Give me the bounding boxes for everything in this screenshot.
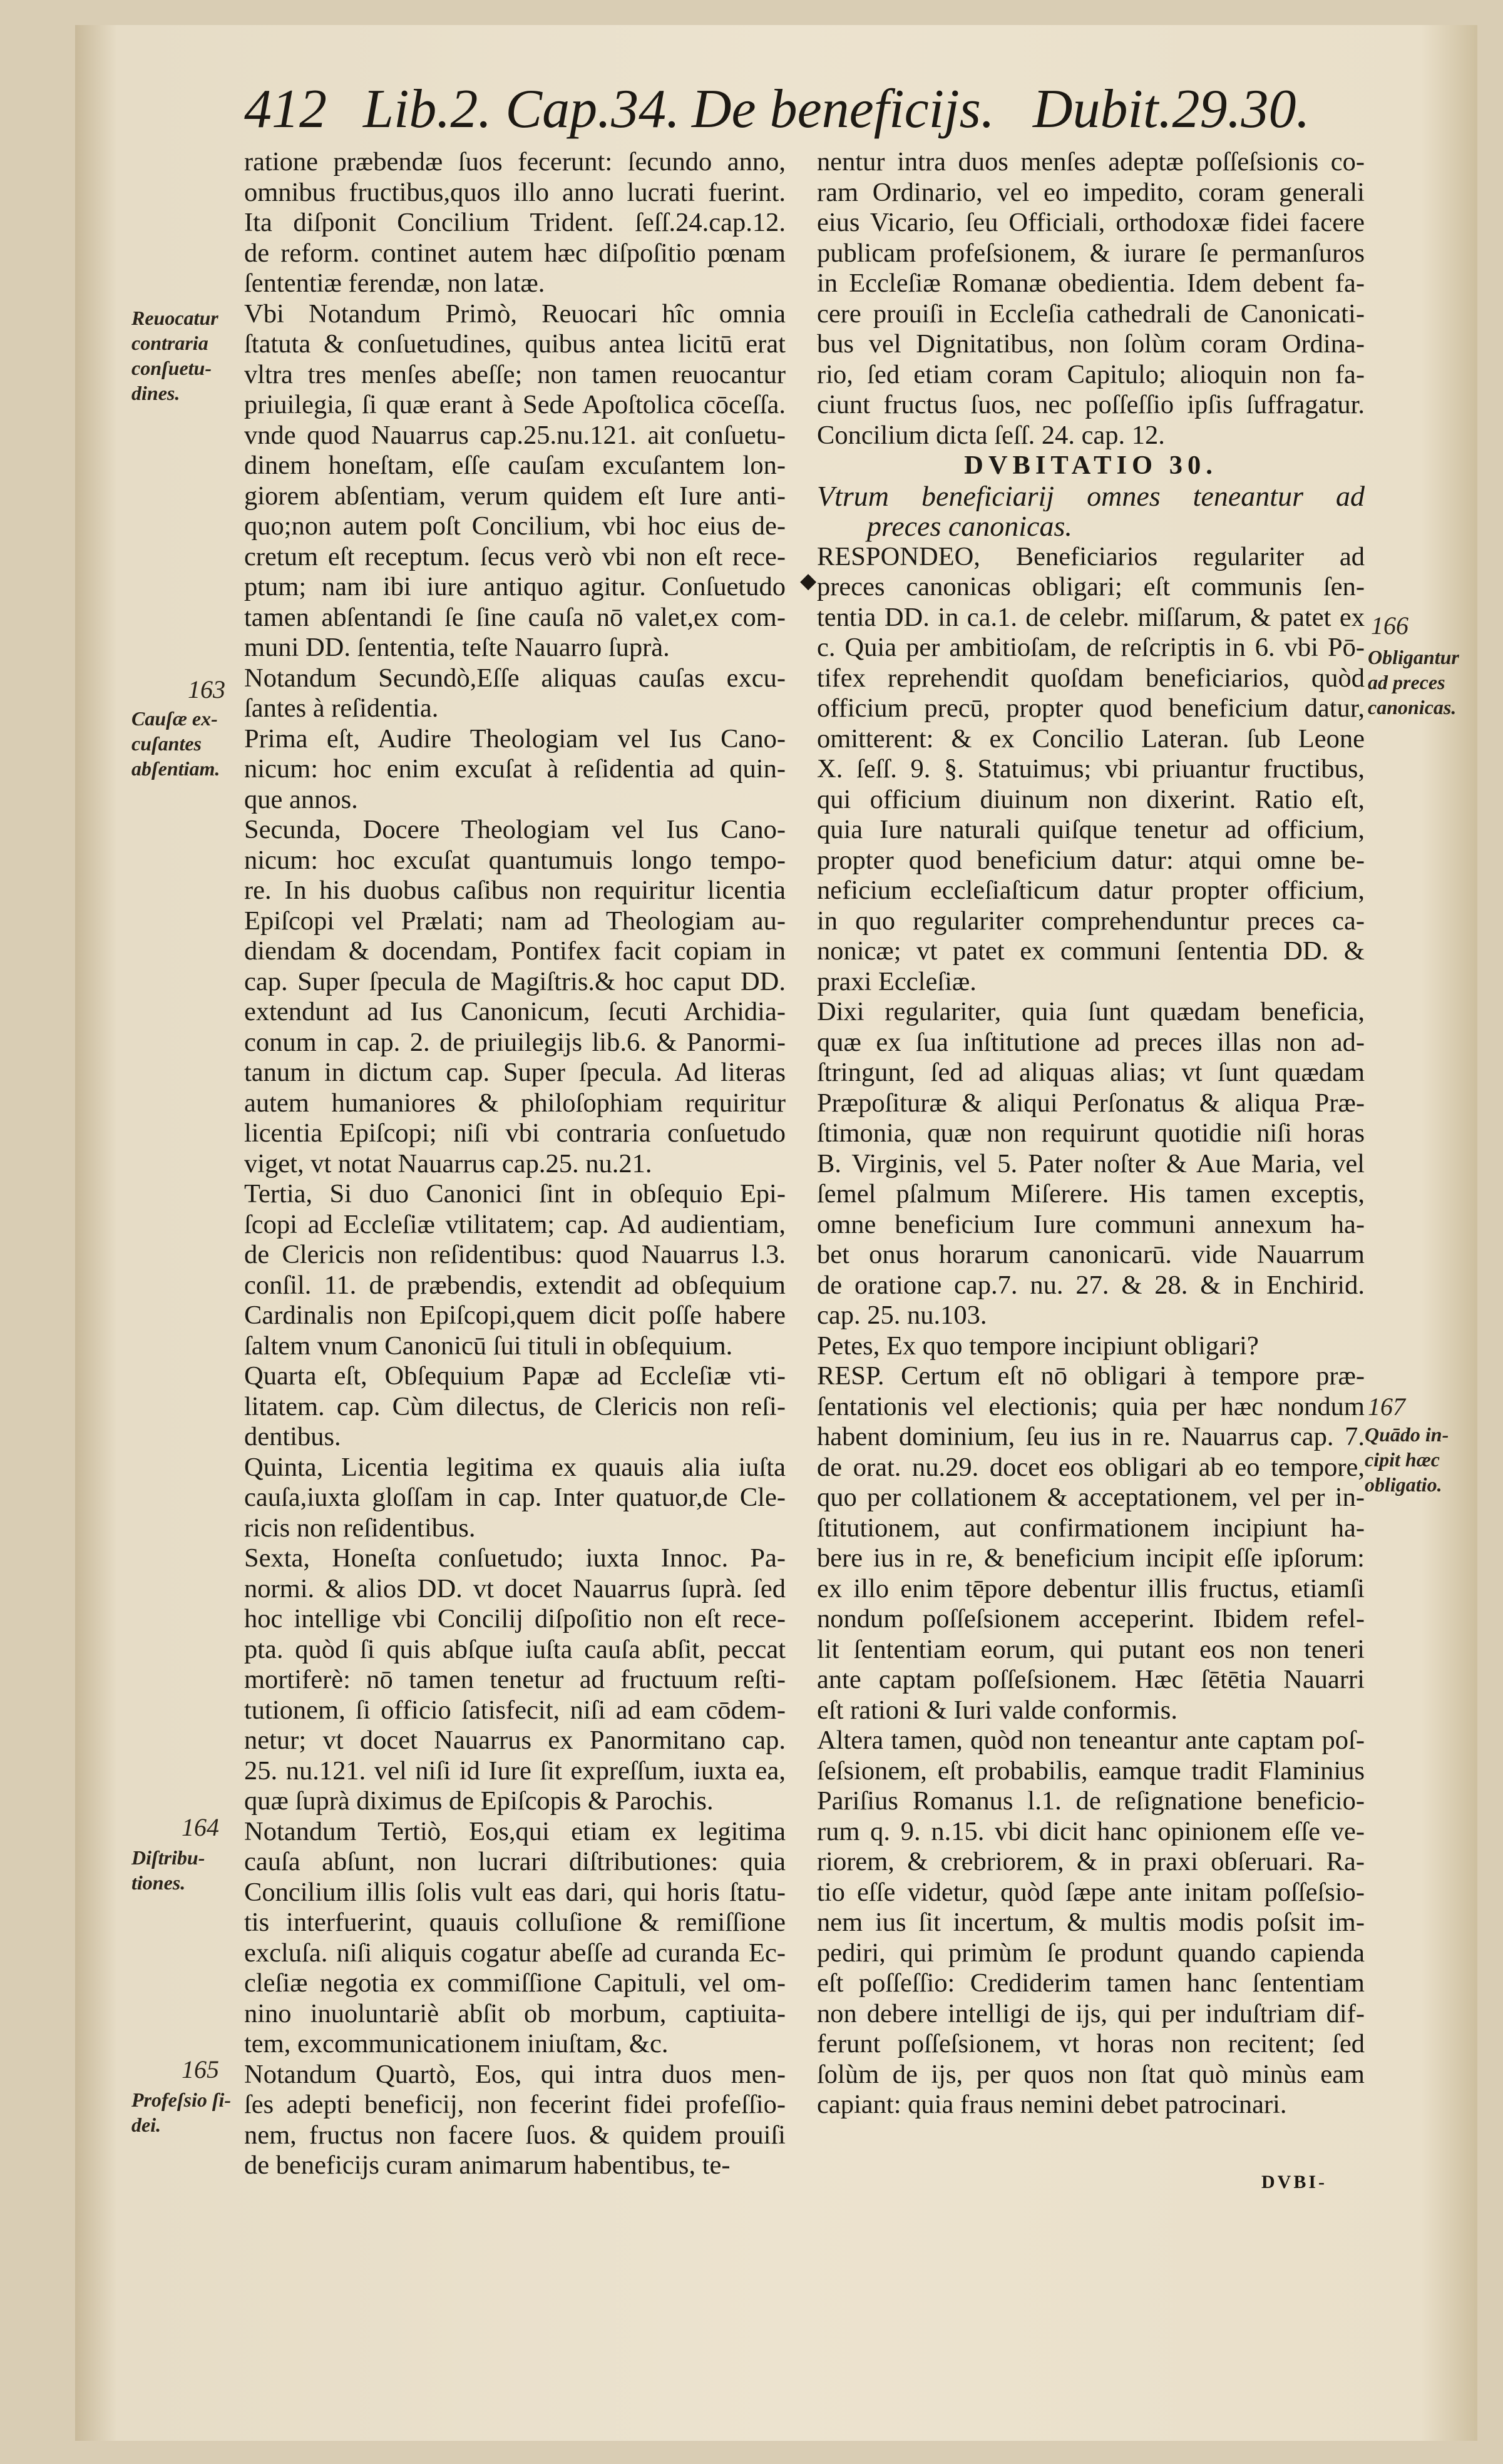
text-line: publicam profeſsionem, & iurare ſe permanſuros: [817, 238, 1365, 268]
text-line: ſes adepti beneficij, non fecerint fidei profeſſio-: [244, 2090, 786, 2119]
text-line: nem ius ſit incertum, & multis modis poſsit im-: [817, 1908, 1365, 1937]
text-line: Secunda, Docere Theologiam vel Ius Cano-: [244, 815, 786, 844]
text-line: de Clericis non reſidentibus: quod Nauarrus l.3.: [244, 1240, 786, 1269]
text-line: Quarta eſt, Obſequium Papæ ad Eccleſiæ vti-: [244, 1361, 786, 1391]
text-line: litatem. cap. Cùm dilectus, de Clericis non reſi-: [244, 1391, 786, 1421]
text-line: tio eſſe videtur, quòd ſæpe ante initam poſſeſsio-: [817, 1877, 1365, 1907]
margin-note-line: dines.: [131, 382, 180, 404]
text-line: quo per collationem & acceptationem, vel per in-: [817, 1483, 1365, 1512]
text-line: Vbi Notandum Primò, Reuocari hîc omnia: [244, 299, 786, 329]
text-line: ſeſsionem, eſt probabilis, eamque tradit Flaminius: [817, 1756, 1365, 1786]
text-line: quo;non autem poſt Concilium, vbi hoc eius de-: [244, 511, 786, 541]
text-line: Notandum Tertiò, Eos,qui etiam ex legitima: [244, 1816, 786, 1846]
text-line: priuilegia, ſi quæ erant à Sede Apoſtolica cōceſſa.: [244, 390, 786, 419]
text-line: RESPONDEO, Beneficiarios regulariter ad: [817, 541, 1365, 571]
right-column-intro: [817, 147, 1365, 451]
text-line: bet onus horarum canonicarū. vide Nauarrum: [817, 1240, 1365, 1269]
text-line: dentibus.: [244, 1422, 341, 1451]
text-line: cere prouiſi in Eccleſia cathedrali de Canonicati-: [817, 299, 1365, 329]
margin-number-166: 166: [1371, 611, 1408, 640]
text-line: riorem, & crebriorem, & in praxi obſeruari. Ra-: [817, 1847, 1365, 1876]
text-line: 25. nu.121. vel niſi id Iure ſit expreſſum, iuxta ea,: [244, 1756, 786, 1786]
margin-number-163: 163: [188, 675, 225, 703]
text-line: de orat. nu.29. docet eos obligari ab eo tempore,: [817, 1452, 1365, 1482]
text-line: que annos.: [244, 784, 358, 814]
text-line: diendam & docendam, Pontifex facit copiam in: [244, 936, 786, 966]
text-line: quæ ſuprà diximus de Epiſcopis & Parochis.: [244, 1786, 714, 1816]
text-line: quæ ex ſua inſtitutione ad preces illas non ad-: [817, 1027, 1365, 1057]
text-line: ſentationis vel electionis; quia per hæc nondum: [817, 1391, 1365, 1421]
text-line: viget, vt notat Nauarrus cap.25. nu.21.: [244, 1148, 652, 1178]
margin-note-obligantur: [1368, 645, 1459, 720]
text-line: Petes, Ex quo tempore incipiunt obligari?: [817, 1331, 1259, 1361]
text-line: vnde quod Nauarrus cap.25.nu.121. ait conſuetu-: [244, 420, 786, 450]
text-line: non debere intelligi de ijs, qui per induſtriam dif-: [817, 1998, 1365, 2028]
margin-note-line: Quādo in-: [1365, 1423, 1449, 1446]
text-line: hoc intellige vbi Concilij diſpoſitio non eſt rece-: [244, 1604, 786, 1633]
margin-note-reuocatur: [131, 305, 218, 406]
dubitatio-heading: DVBITATIO 30.: [964, 451, 1218, 480]
text-line: nem, fructus non facere ſuos. & quidem prouiſi: [244, 2120, 786, 2150]
text-line: Tertia, Si duo Canonici ſint in obſequio Epi-: [244, 1179, 786, 1209]
text-line: muni DD. ſententia, teſte Nauarro ſuprà.: [244, 633, 670, 662]
text-line: Notandum Quartò, Eos, qui intra duos men-: [244, 2059, 786, 2089]
margin-note-line: cuſantes: [131, 732, 202, 755]
text-line: eius Vicario, ſeu Officiali, orthodoxæ fidei facere: [817, 208, 1365, 237]
text-line: re. In his duobus caſibus non requiritur licentia: [244, 876, 786, 905]
folio-number: 412: [244, 79, 327, 140]
margin-note-line: ad preces: [1368, 671, 1445, 693]
text-line: Notandum Secundò,Eſſe aliquas cauſas excu-: [244, 663, 786, 693]
text-line: Dixi regulariter, quia ſunt quædam beneficia,: [817, 997, 1365, 1026]
text-line: officium precū, propter quod beneficium datur,: [817, 693, 1365, 723]
text-line: Epiſcopi vel Prælati; nam ad Theologiam au-: [244, 906, 786, 936]
text-line: ſolùm de ijs, per quos non ſtat quò minùs eam: [817, 2059, 1365, 2089]
text-line: extendunt ad Ius Canonicum, ſecuti Archidia-: [244, 997, 786, 1026]
text-line: RESP. Certum eſt nō obligari à tempore præ-: [817, 1361, 1365, 1391]
margin-number-167: 167: [1368, 1393, 1405, 1421]
text-line: ſantes à reſidentia.: [244, 693, 439, 723]
text-line: netur; vt docet Nauarrus ex Panormitano cap.: [244, 1725, 786, 1755]
margin-note-line: Cauſæ ex-: [131, 707, 218, 730]
text-line: habent dominium, ſeu ius in re. Nauarrus cap. 7.: [817, 1422, 1365, 1451]
text-line: ſaltem vnum Canonicū ſui tituli in obſequium.: [244, 1331, 733, 1361]
text-line: nicum: hoc excuſat quantumuis longo tempo-: [244, 845, 786, 875]
text-line: lit ſententiam eorum, qui putant eos non teneri: [817, 1634, 1365, 1664]
text-line: ex illo enim tēpore debentur illis fructus, etiamſi: [817, 1573, 1365, 1603]
text-line: in Eccleſiæ Romanæ obedientia. Idem debent fa-: [817, 268, 1365, 298]
text-line: nicum: hoc enim excuſat à reſidentia ad quin-: [244, 754, 786, 784]
text-line: conum in cap. 2. de priuilegijs lib.6. & Panormi-: [244, 1027, 786, 1057]
text-line: tanum in dictum cap. Super ſpecula. Ad literas: [244, 1058, 786, 1087]
text-line: ſententiæ ferendæ, non latæ.: [244, 268, 545, 298]
text-line: omitterent: & ex Concilio Lateran. ſub Leone: [817, 723, 1365, 754]
text-line: ferunt poſſeſsionem, vt horas non recitent; ſed: [817, 2029, 1365, 2058]
text-line: giorem abſentiam, verum quidem eſt Iure anti-: [244, 481, 786, 511]
text-line: pta. quòd ſi quis abſque iuſta cauſa abſit, peccat: [244, 1634, 786, 1664]
question-line-2: preces canonicas.: [867, 511, 1072, 542]
margin-note-line: conſuetu-: [131, 357, 212, 379]
text-line: bus vel Dignitatibus, non ſolùm coram Ordina-: [817, 329, 1365, 359]
text-line: nentur intra duos menſes adeptæ poſſeſsionis co-: [817, 147, 1365, 176]
text-line: omnibus fructibus,quos illo anno lucrati fuerint.: [244, 177, 786, 207]
text-line: tamen abſentandi ſe ſine cauſa nō valet,ex com-: [244, 602, 786, 632]
text-line: eſt rationi & Iuri valde conformis.: [817, 1695, 1177, 1725]
text-line: ſtatuta & conſuetudines, quibus antea licitū erat: [244, 329, 786, 359]
margin-note-line: cipit hæc: [1365, 1448, 1440, 1471]
text-line: tem, excommunicationem iniuſtam, &c.: [244, 2029, 669, 2058]
text-line: praxi Eccleſiæ.: [817, 966, 977, 996]
margin-note-line: Obligantur: [1368, 646, 1459, 668]
text-line: vltra tres menſes abeſſe; non tamen reuocantur: [244, 359, 786, 389]
text-line: Ita diſponit Concilium Trident. ſeſſ.24.cap.12.: [244, 208, 786, 237]
text-line: nondum poſſeſsionem acceperint. Ibidem refel-: [817, 1604, 1365, 1633]
text-line: X. ſeſſ. 9. §. Statuimus; vbi priuantur fructibus,: [817, 754, 1365, 784]
text-line: cauſa,iuxta gloſſam in cap. Inter quatuor,de Cle-: [244, 1483, 786, 1512]
margin-number-164: 164: [182, 1813, 219, 1841]
text-line: conſil. 11. de præbendis, extendit ad obſequium: [244, 1270, 786, 1300]
text-line: cap. 25. nu.103.: [817, 1301, 987, 1330]
text-line: de oratione cap.7. nu. 27. & 28. & in Enchirid.: [817, 1270, 1365, 1300]
text-line: Concilium illis ſolis vult eas dari, qui horis ſtatu-: [244, 1877, 786, 1907]
text-line: ſemel pſalmum Miſerere. His tamen exceptis,: [817, 1179, 1365, 1209]
text-line: licentia Epiſcopi; niſi vbi contraria conſuetudo: [244, 1118, 786, 1148]
text-line: propter quod beneficium datur: atqui omne be-: [817, 845, 1365, 875]
ornament-icon: ◆: [800, 570, 817, 593]
text-line: cap. Super ſpecula de Magiſtris.& hoc caput DD.: [244, 966, 786, 996]
margin-note-line: Reuocatur: [131, 307, 218, 329]
text-line: ricis non reſidentibus.: [244, 1513, 476, 1543]
margin-number-165: 165: [182, 2055, 219, 2083]
question-line-1: Vtrum beneficiarij omnes teneantur ad: [817, 481, 1365, 511]
catchword: DVBI-: [1261, 2172, 1328, 2192]
text-line: excluſa. niſi aliquis cogatur abeſſe ad curanda Ec-: [244, 1938, 786, 1968]
text-line: ratione præbendæ ſuos fecerunt: ſecundo anno,: [244, 147, 786, 176]
margin-note-line: tiones.: [131, 1871, 186, 1894]
text-line: Prima eſt, Audire Theologiam vel Ius Cano-: [244, 723, 786, 754]
text-line: c. Quia per ambitioſam, de reſcriptis in 6. vbi Pō-: [817, 633, 1365, 662]
margin-note-line: Diſtribu-: [131, 1846, 205, 1869]
text-line: normi. & alios DD. vt docet Nauarrus ſuprà. ſed: [244, 1573, 786, 1603]
text-line: neficium eccleſiaſticum datur propter officium,: [817, 876, 1365, 905]
text-line: in quo regulariter comprehenduntur preces ca-: [817, 906, 1365, 936]
text-line: bere ius in re, & beneficium incipit eſſe ipſorum:: [817, 1543, 1365, 1573]
text-line: rio, ſed etiam coram Capitulo; alioquin non fa-: [817, 359, 1365, 389]
left-column: [244, 147, 786, 2181]
text-line: rum q. 9. n.15. vbi dicit hanc opinionem eſſe ve-: [817, 1816, 1365, 1846]
text-line: nino inuoluntariè abſit ob morbum, captiuita-: [244, 1998, 786, 2028]
text-line: tutionem, ſi officio ſatisfecit, niſi ad eam cōdem-: [244, 1695, 786, 1725]
text-line: ciunt fructus ſuos, nec poſſeſſio ipſis ſuffragatur.: [817, 390, 1365, 419]
text-line: ſtimonia, quæ non requirunt quotidie niſi horas: [817, 1118, 1365, 1148]
text-line: pediri, qui primùm ſe produnt quando capienda: [817, 1938, 1365, 1968]
margin-note-line: obligatio.: [1365, 1473, 1442, 1496]
text-line: dinem honeſtam, eſſe cauſam excuſantem lon-: [244, 451, 786, 480]
text-line: tentia DD. in ca.1. de celebr. miſſarum, & patet ex: [817, 602, 1365, 632]
text-line: ram Ordinario, vel eo impedito, coram generali: [817, 177, 1365, 207]
margin-note-quando: [1365, 1422, 1449, 1497]
text-line: cretum eſt receptum. ſecus verò vbi non eſt rece-: [244, 541, 786, 571]
text-line: Præpoſituræ & aliqui Perſonatus & aliqua Præ-: [817, 1088, 1365, 1118]
text-line: autem humaniores & philoſophiam requiritur: [244, 1088, 786, 1118]
text-line: ſtitutionem, aut confirmationem incipiunt ha-: [817, 1513, 1365, 1543]
margin-note-line: dei.: [131, 2114, 162, 2136]
text-line: Pariſius Romanus l.1. de reſignatione beneficio-: [817, 1786, 1365, 1816]
text-line: mortiferè: nō tamen tenetur ad fructuum reſti-: [244, 1665, 786, 1694]
text-line: B. Virginis, vel 5. Pater noſter & Aue Maria, vel: [817, 1148, 1365, 1178]
text-line: omne beneficium Iure communi annexum ha-: [817, 1209, 1365, 1239]
margin-note-line: contraria: [131, 332, 208, 354]
text-line: Altera tamen, quòd non teneantur ante captam poſ-: [817, 1725, 1365, 1755]
text-line: nonicæ; vt patet ex communi ſententia DD. &: [817, 936, 1365, 966]
text-line: Quinta, Licentia legitima ex quauis alia iuſta: [244, 1452, 786, 1482]
text-line: ſcopi ad Eccleſiæ vtilitatem; cap. Ad audientiam,: [244, 1209, 786, 1239]
margin-note-distributiones: [131, 1845, 205, 1895]
margin-note-line: abſentiam.: [131, 757, 220, 780]
text-line: de beneficijs curam animarum habentibus, te-: [244, 2150, 731, 2180]
margin-note-line: Profeſsio ſi-: [131, 2088, 232, 2111]
right-column-body: [817, 542, 1365, 2120]
right-column: [817, 147, 1365, 2120]
text-line: tifex reprehendit quoſdam beneficiarios, quòd: [817, 663, 1365, 693]
text-line: Cardinalis non Epiſcopi,quem dicit poſſe habere: [244, 1301, 786, 1330]
text-line: cauſa abſunt, non lucrari diſtributiones: quia: [244, 1847, 786, 1876]
text-line: cleſiæ negotia ex commiſſione Capituli, vel om-: [244, 1968, 786, 1998]
text-line: capiant: quia fraus nemini debet patrocinari.: [817, 2090, 1287, 2119]
text-line: ſtringunt, ſed ad aliquas alias; vt ſunt quædam: [817, 1058, 1365, 1087]
text-line: qui officium diuinum non dixerint. Ratio eſt,: [817, 784, 1365, 814]
margin-note-line: canonicas.: [1368, 696, 1457, 718]
text-line: preces canonicas obligari; eſt communis ſen-: [817, 572, 1365, 601]
text-line: Sexta, Honeſta conſuetudo; iuxta Innoc. Pa-: [244, 1543, 786, 1573]
text-line: ante captam poſſeſsionem. Hæc ſētētia Nauarri: [817, 1665, 1365, 1694]
running-head-dubitatio: Dubit.29.30.: [1033, 79, 1310, 140]
margin-note-professio: [131, 2087, 231, 2137]
text-line: tis interfuerint, quauis colluſione & remiſſione: [244, 1908, 786, 1937]
running-head-book-chapter: Lib.2. Cap.34.: [363, 79, 680, 140]
running-head-title: De beneficijs.: [692, 79, 995, 140]
text-line: eſt poſſeſſio: Crediderim tamen hanc ſententiam: [817, 1968, 1365, 1998]
text-line: ptum; nam ibi iure antiquo agitur. Conſuetudo: [244, 572, 786, 601]
margin-note-causae: [131, 706, 220, 781]
text-line: quia Iure naturali quiſque tenetur ad officium,: [817, 815, 1365, 844]
text-line: Concilium dicta ſeſſ. 24. cap. 12.: [817, 420, 1165, 450]
text-line: de reform. continet autem hæc diſpoſitio pœnam: [244, 238, 786, 268]
